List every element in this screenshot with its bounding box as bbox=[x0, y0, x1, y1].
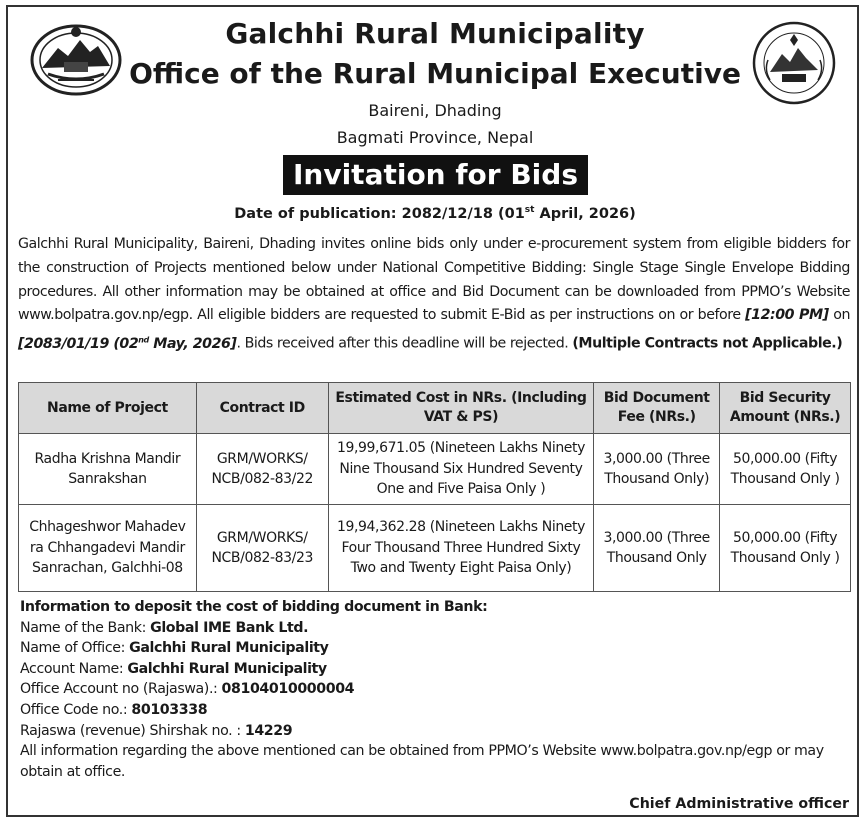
header-bid-security: Bid Security Amount (NRs.) bbox=[720, 383, 851, 434]
signature: Chief Administrative officer bbox=[629, 796, 849, 812]
cell-bid-security: 50,000.00 (Fifty Thousand Only ) bbox=[720, 434, 851, 505]
table-header-row bbox=[19, 383, 851, 434]
publication-date: Date of publication: 2082/12/18 (01st April, 2026) bbox=[234, 205, 636, 222]
cell-estimated-cost: 19,99,671.05 (Nineteen Lakhs Ninety Nine Thousand Six Hundred Seventy One and Five Paisa Only ) bbox=[328, 434, 594, 505]
office-code-row: Office Code no.: 80103338 bbox=[20, 701, 208, 718]
bids-table bbox=[18, 382, 851, 592]
nepal-emblem-icon bbox=[28, 18, 124, 98]
revenue-heading-row: Rajaswa (revenue) Shirshak no. : 14229 bbox=[20, 722, 293, 739]
table-row bbox=[19, 434, 851, 505]
bank-info-heading: Information to deposit the cost of bidding document in Bank: bbox=[20, 599, 488, 615]
cell-bid-security: 50,000.00 (Fifty Thousand Only ) bbox=[720, 505, 851, 592]
address-line-1: Baireni, Dhading bbox=[368, 101, 502, 120]
municipality-title: Galchhi Rural Municipality bbox=[225, 17, 645, 50]
intro-paragraph: Galchhi Rural Municipality, Baireni, Dhading invites online bids only under e-procurement system from eligible bidders for the construction of Projects mentioned below under National Competitive Bidding: Single Stage Single Envelope Bidding procedures. All other information may be obtained at office and Bid Document can be downloaded from PPMO’s Website www.bolpatra.gov.np/egp. All eligible bidders are requested to submit E-Bid as per instructions on or before [12:00 PM] on [2083/01/19 (02nd May, 2026]. Bids received after this deadline will be rejected. (Multiple Contracts not Applicable.) bbox=[18, 236, 850, 352]
table-row bbox=[19, 505, 851, 592]
cell-bid-fee: 3,000.00 (Three Thousand Only bbox=[594, 505, 720, 592]
header-name-of-project: Name of Project bbox=[19, 383, 197, 434]
header-contract-id: Contract ID bbox=[196, 383, 328, 434]
cell-estimated-cost: 19,94,362.28 (Nineteen Lakhs Ninety Four Thousand Three Hundred Sixty Two and Twenty Eight Paisa Only) bbox=[328, 505, 594, 592]
cell-bid-fee: 3,000.00 (Three Thousand Only) bbox=[594, 434, 720, 505]
header-bid-document-fee: Bid Document Fee (NRs.) bbox=[594, 383, 720, 434]
office-title: Office of the Rural Municipal Executive bbox=[129, 57, 741, 90]
account-name-row: Account Name: Galchhi Rural Municipality bbox=[20, 660, 327, 677]
bank-name-row: Name of the Bank: Global IME Bank Ltd. bbox=[20, 619, 309, 636]
address-line-2: Bagmati Province, Nepal bbox=[336, 128, 534, 147]
office-name-row: Name of Office: Galchhi Rural Municipality bbox=[20, 640, 329, 657]
info-footer: All information regarding the above mentioned can be obtained from PPMO’s Website www.bolpatra.gov.np/egp or may obtain at office. bbox=[20, 743, 824, 780]
cell-contract-id: GRM/WORKS/ NCB/082-83/23 bbox=[196, 505, 328, 592]
cell-project-name: Chhageshwor Mahadev ra Chhangadevi Mandir Sanrachan, Galchhi-08 bbox=[19, 505, 197, 592]
municipality-seal-icon bbox=[748, 20, 840, 106]
account-number-row: Office Account no (Rajaswa).: 08104010000004 bbox=[20, 681, 355, 698]
bank-info bbox=[20, 597, 852, 782]
cell-contract-id: GRM/WORKS/ NCB/082-83/22 bbox=[196, 434, 328, 505]
invitation-banner: Invitation for Bids bbox=[283, 155, 588, 195]
header-estimated-cost: Estimated Cost in NRs. (Including VAT & PS) bbox=[328, 383, 594, 434]
cell-project-name: Radha Krishna Mandir Sanrakshan bbox=[19, 434, 197, 505]
